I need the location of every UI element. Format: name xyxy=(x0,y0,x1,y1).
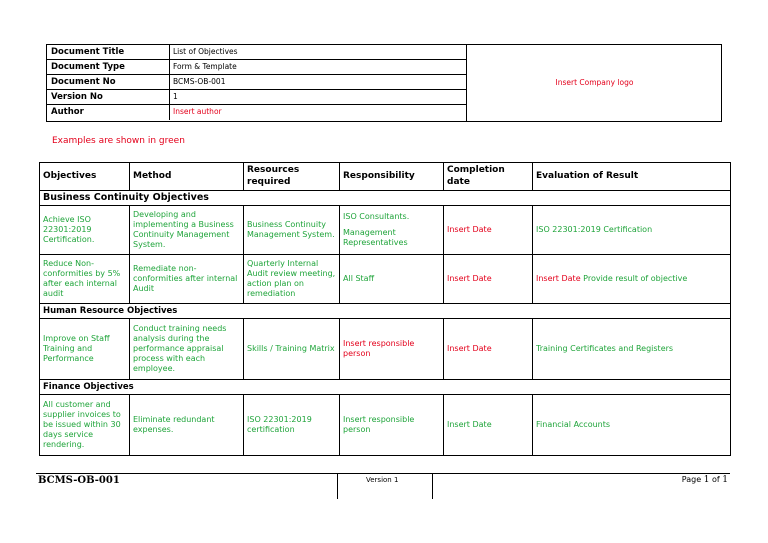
section-row xyxy=(40,191,731,206)
objective-cell: Improve on Staff Training and Performance xyxy=(40,319,130,380)
resources-cell: Quarterly Internal Audit review meeting, action plan on remediation xyxy=(244,255,340,304)
column-header: Responsibility xyxy=(340,163,444,191)
footer-page-number xyxy=(682,475,728,485)
meta-row-version xyxy=(47,90,466,105)
column-header: Evaluation of Result xyxy=(533,163,731,191)
meta-value: 1 xyxy=(173,92,178,101)
meta-value: Insert author xyxy=(173,107,222,116)
evaluation-cell: Training Certificates and Registers xyxy=(533,319,731,380)
responsibility-cell: Insert responsible person xyxy=(340,319,444,380)
company-logo-placeholder: Insert Company logo xyxy=(466,45,722,121)
document-info-table xyxy=(46,44,722,122)
footer-separator xyxy=(432,473,433,499)
resources-cell: ISO 22301:2019 certification xyxy=(244,395,340,456)
objective-cell: Achieve ISO 22301:2019 Certification. xyxy=(40,206,130,255)
objective-cell: Reduce Non-conformities by 5% after each internal audit xyxy=(40,255,130,304)
table-row xyxy=(40,395,731,456)
meta-label: Document Title xyxy=(47,45,170,60)
page-of: of xyxy=(712,475,720,484)
meta-row-author xyxy=(47,105,466,120)
responsibility-cell: Insert responsible person xyxy=(340,395,444,456)
footer-divider xyxy=(36,473,730,474)
meta-label: Version No xyxy=(47,90,170,105)
footer-doc-number: BCMS-OB-001 xyxy=(38,475,120,486)
evaluation-date: Insert Date xyxy=(536,274,581,283)
page-footer xyxy=(36,473,730,499)
table-row xyxy=(40,206,731,255)
meta-value: List of Objectives xyxy=(173,47,238,56)
resources-cell: Business Continuity Management System. xyxy=(244,206,340,255)
footer-separator xyxy=(337,473,338,499)
section-title: Human Resource Objectives xyxy=(40,304,731,319)
evaluation-text: Provide result of objective xyxy=(583,274,688,283)
footer-version: Version 1 xyxy=(366,476,399,484)
meta-row-docno xyxy=(47,75,466,90)
completion-cell: Insert Date xyxy=(444,319,533,380)
method-cell: Eliminate redundant expenses. xyxy=(130,395,244,456)
completion-cell: Insert Date xyxy=(444,206,533,255)
objective-cell: All customer and supplier invoices to be issued within 30 days service rendering. xyxy=(40,395,130,456)
table-header-row xyxy=(40,163,731,191)
page-total: 1 xyxy=(722,475,728,485)
evaluation-cell: Financial Accounts xyxy=(533,395,731,456)
method-cell: Conduct training needs analysis during the performance appraisal process with each employee. xyxy=(130,319,244,380)
meta-value: BCMS-OB-001 xyxy=(173,77,226,86)
examples-note: Examples are shown in green xyxy=(52,136,185,146)
evaluation-cell: ISO 22301:2019 Certification xyxy=(533,206,731,255)
completion-cell: Insert Date xyxy=(444,395,533,456)
column-header: Completion date xyxy=(444,163,533,191)
meta-row-title xyxy=(47,45,466,60)
meta-label: Author xyxy=(47,105,170,120)
meta-label: Document No xyxy=(47,75,170,90)
responsibility-cell: All Staff xyxy=(340,255,444,304)
table-row xyxy=(40,255,731,304)
page-current: 1 xyxy=(703,475,710,485)
meta-value: Form & Template xyxy=(173,62,237,71)
responsibility-line: ISO Consultants. xyxy=(343,212,410,221)
table-row xyxy=(40,319,731,380)
evaluation-cell xyxy=(533,255,731,304)
section-title: Business Continuity Objectives xyxy=(40,191,731,206)
method-cell: Remediate non-conformities after internal Audit xyxy=(130,255,244,304)
responsibility-cell xyxy=(340,206,444,255)
meta-label: Document Type xyxy=(47,60,170,75)
completion-cell: Insert Date xyxy=(444,255,533,304)
meta-row-type xyxy=(47,60,466,75)
column-header: Resources required xyxy=(244,163,340,191)
section-title: Finance Objectives xyxy=(40,380,731,395)
column-header: Method xyxy=(130,163,244,191)
column-header: Objectives xyxy=(40,163,130,191)
page-prefix: Page xyxy=(681,475,702,484)
section-row xyxy=(40,380,731,395)
section-row xyxy=(40,304,731,319)
objectives-table xyxy=(39,162,731,456)
method-cell: Developing and implementing a Business Continuity Management System. xyxy=(130,206,244,255)
resources-cell: Skills / Training Matrix xyxy=(244,319,340,380)
responsibility-line: Management Representatives xyxy=(343,228,408,247)
